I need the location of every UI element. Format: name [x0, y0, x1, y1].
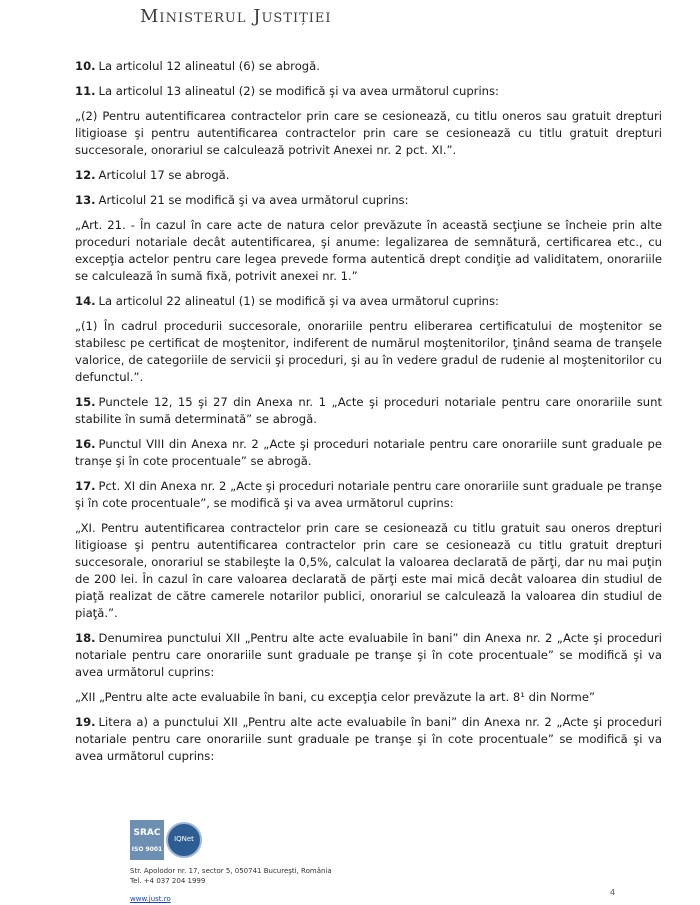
srac-logo — [130, 820, 164, 860]
certification-logos — [130, 820, 198, 860]
item-text: Articolul 21 se modifică şi va avea următorul cuprins: — [98, 193, 409, 207]
item-text: La articolul 22 alineatul (1) se modifică şi va avea următorul cuprins: — [98, 294, 499, 308]
footer-phone: Tel. +4 037 204 1999 — [130, 877, 206, 885]
item-text: Articolul 17 se abrogă. — [98, 168, 230, 182]
item-number: 14. — [75, 294, 96, 308]
item-number: 19. — [75, 715, 96, 729]
document-body — [75, 58, 662, 773]
item-17 — [75, 478, 662, 512]
quoted-text: „(2) Pentru autentificarea contractelor prin care se cesionează, cu titlu oneros sau gratuit drepturi litigioase şi pentru autentificarea contractelor prin care se cesionează cu titlu gratuit drepturi succesorale, onorariul se calculează potrivit Anexei nr. 2 pct. XI.”. — [75, 109, 662, 157]
item-text: Litera a) a punctului XII „Pentru alte acte evaluabile în bani” din Anexa nr. 2 „Acte şi proceduri notariale pentru care onorariile sunt graduale pe tranşe şi în cote procentuale” se modifică şi va avea următorul cuprins: — [75, 715, 662, 763]
item-13 — [75, 192, 662, 209]
item-text: Punctul VIII din Anexa nr. 2 „Acte şi proceduri notariale pentru care onorariile sunt graduale pe tranşe şi în cote procentuale” se abrogă. — [75, 437, 662, 468]
item-number: 15. — [75, 395, 96, 409]
quoted-text: „XI. Pentru autentificarea contractelor prin care se cesionează cu titlu gratuit sau oneros drepturi litigioase şi pentru autentificarea contractelor prin care se cesionează cu titlu gratuit drepturi succesorale, onorariul se stabileşte la 0,5%, calculat la valoarea declarată de părţi, dar nu mai puţin de 200 lei. În cazul în care valoarea declarată de părţi este mai mică decât valoarea din studiul de piaţă realizat de către camerele notarilor publici, onorariul se calculează la valoarea din studiul de piaţă.”. — [75, 521, 662, 620]
item-15 — [75, 394, 662, 428]
item-18 — [75, 630, 662, 681]
item-number: 10. — [75, 59, 96, 73]
item-11 — [75, 83, 662, 100]
item-number: 12. — [75, 168, 96, 182]
item-text: Punctele 12, 15 şi 27 din Anexa nr. 1 „Acte şi proceduri notariale pentru care onorariile sunt stabilite în sumă determinată” se abrogă. — [75, 395, 662, 426]
item-16 — [75, 436, 662, 470]
quoted-text: „(1) În cadrul procedurii succesorale, onorariile pentru eliberarea certificatului de moştenitor se stabilesc pe certificat de moştenitor, indiferent de numărul moştenitorilor, ţinând seama de tranşele valorice, de categoriile de servicii şi proceduri, şi au în vedere gradul de rudenie al moştenitorilor cu defunctul.”. — [75, 319, 662, 384]
item-14 — [75, 293, 662, 310]
item-text: La articolul 12 alineatul (6) se abrogă. — [98, 59, 320, 73]
item-number: 17. — [75, 479, 96, 493]
item-12 — [75, 167, 662, 184]
item-number: 13. — [75, 193, 96, 207]
item-text: La articolul 13 alineatul (2) se modifică şi va avea următorul cuprins: — [98, 84, 499, 98]
iso-logo-text: ISO 9001 — [131, 846, 163, 853]
item-number: 11. — [75, 84, 96, 98]
item-text: Pct. XI din Anexa nr. 2 „Acte şi proceduri notariale pentru care onorariile sunt graduale pe tranşe şi în cote procentuale”, se modifică şi va avea următorul cuprins: — [75, 479, 662, 510]
website-link[interactable]: www.just.ro — [130, 895, 171, 903]
footer-address: Str. Apolodor nr. 17, sector 5, 050741 Bucureşti, România — [130, 867, 332, 875]
quoted-text: „Art. 21. - În cazul în care acte de natura celor prevăzute în această secţiune se încheie prin alte proceduri notariale decât autentificarea, şi anume: legalizarea de semnătură, certificarea etc., cu excepţia actelor pentru care legea prevede forma autentică drept condiţie ad validitatem, onorariile se calculează în sumă fixă, potrivit anexei nr. 1.” — [75, 218, 662, 283]
iqnet-logo-text: IQNet — [174, 835, 194, 843]
page-header-title: Ministerul Justiției — [140, 6, 332, 27]
page-footer — [130, 820, 430, 905]
srac-logo-text: SRAC — [133, 828, 161, 838]
quoted-text: „XII „Pentru alte acte evaluabile în bani, cu excepţia celor prevăzute la art. 8¹ din Norme” — [75, 690, 595, 704]
iqnet-logo — [166, 822, 202, 858]
page-number: 4 — [610, 888, 616, 897]
item-10 — [75, 58, 662, 75]
item-text: Denumirea punctului XII „Pentru alte acte evaluabile în bani” din Anexa nr. 2 „Acte şi proceduri notariale pentru care onorariile sunt graduale pe tranşe şi în cote procentuale” se modifică şi va avea următorul cuprins: — [75, 631, 662, 679]
item-19 — [75, 714, 662, 765]
item-number: 16. — [75, 437, 96, 451]
item-number: 18. — [75, 631, 96, 645]
